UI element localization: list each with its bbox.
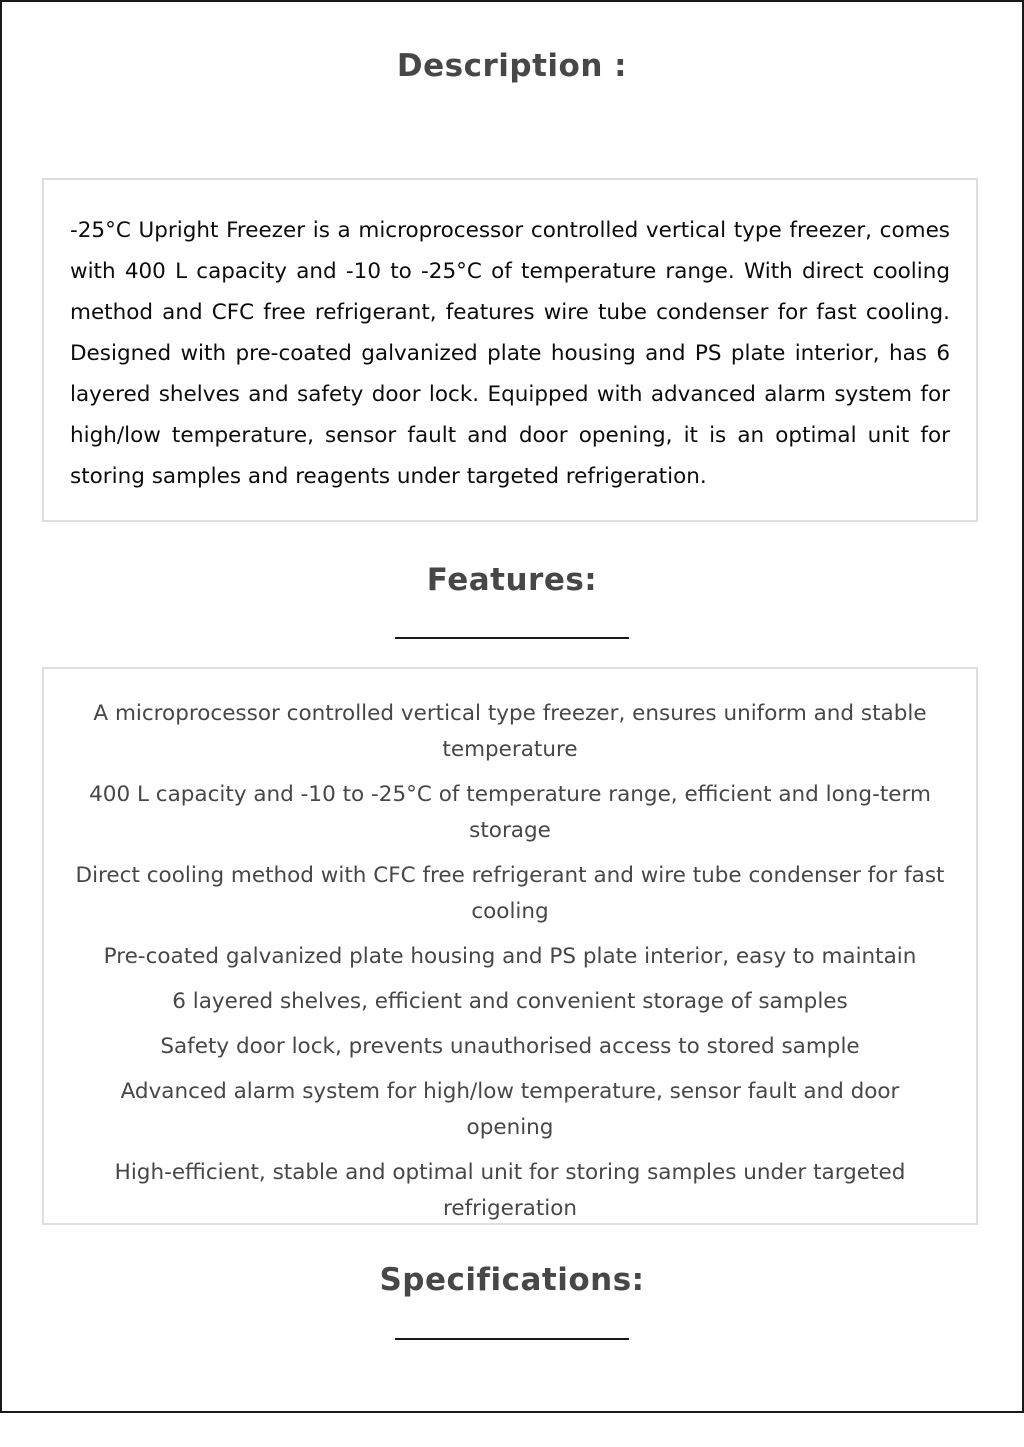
feature-item: Pre-coated galvanized plate housing and PS plate interior, easy to maintain (103, 944, 917, 969)
specifications-heading: Specifications: (379, 1262, 645, 1298)
feature-item: High-efficient, stable and optimal unit for storing samples under targeted refrigeration (114, 1160, 906, 1221)
description-box (42, 178, 978, 522)
feature-item: 6 layered shelves, efficient and convenient storage of samples (172, 989, 848, 1014)
features-underline (395, 637, 629, 639)
features-heading: Features: (426, 562, 598, 598)
description-text: -25°C Upright Freezer is a microprocessor controlled vertical type freezer, comes with 400 L capacity and -10 to -25°C of temperature range. With direct cooling method and CFC free refrigerant, features wire tube condenser for fast cooling. Designed with pre-coated galvanized plate housing and PS plate interior, has 6 layered shelves and safety door lock. Equipped with advanced alarm system for high/low temperature, sensor fault and door opening, it is an optimal unit for storing samples and reagents under targeted refrigeration. (70, 218, 950, 489)
feature-item: A microprocessor controlled vertical type freezer, ensures uniform and stable temperature (93, 701, 927, 762)
feature-item: Direct cooling method with CFC free refrigerant and wire tube condenser for fast cooling (75, 863, 945, 924)
features-box (42, 667, 978, 1225)
feature-item: Advanced alarm system for high/low temperature, sensor fault and door opening (120, 1079, 900, 1140)
feature-item: 400 L capacity and -10 to -25°C of temperature range, efficient and long-term storage (89, 782, 931, 843)
features-list (74, 696, 946, 1227)
description-heading: Description : (396, 48, 628, 84)
specifications-underline (395, 1338, 629, 1340)
feature-item: Safety door lock, prevents unauthorised access to stored sample (160, 1034, 860, 1059)
